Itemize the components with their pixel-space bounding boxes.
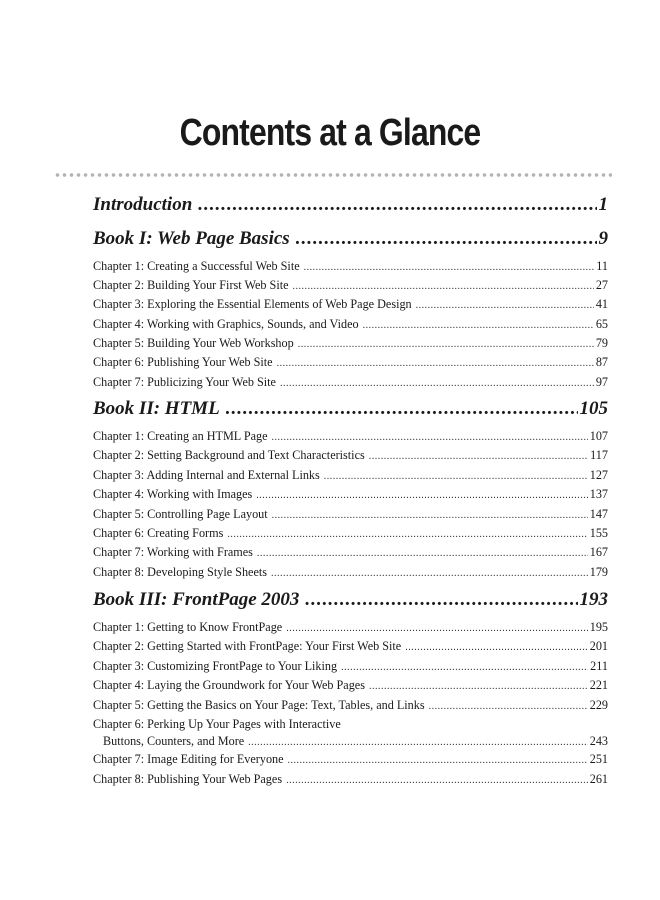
toc-entry-label: Chapter 6: Publishing Your Web Site (93, 355, 273, 369)
toc-entry-label: Introduction (93, 194, 193, 215)
toc-page-number: 27 (595, 278, 608, 292)
toc-entry-label: Chapter 1: Getting to Know FrontPage (93, 620, 283, 634)
toc-chapter-entry (93, 507, 608, 522)
toc-chapter-entry (93, 487, 608, 502)
dot-leader (286, 775, 588, 786)
toc-book-entry (93, 194, 608, 216)
dot-leader (305, 589, 577, 611)
toc-chapter-entry (93, 375, 608, 390)
toc-entry-label: Chapter 6: Perking Up Your Pages with Interactive (93, 717, 341, 731)
toc-chapter-entry (93, 565, 608, 580)
toc-chapter-entry (93, 659, 608, 674)
toc-entry-label: Chapter 3: Customizing FrontPage to Your Liking (93, 659, 338, 673)
dot-leader (341, 662, 588, 673)
toc-page-number: 87 (595, 355, 608, 369)
toc-chapter-entry (93, 526, 608, 541)
toc-chapter-entry (93, 336, 608, 351)
toc-chapter-entry (93, 752, 608, 767)
toc-chapter-entry (93, 717, 608, 732)
dot-leader (405, 642, 588, 653)
toc-page-number: 11 (596, 259, 608, 273)
toc-page-number: 243 (589, 734, 608, 748)
toc-book-entry (93, 589, 608, 611)
toc-entry-label: Chapter 1: Creating an HTML Page (93, 429, 268, 443)
toc-page-number: 195 (589, 620, 608, 634)
toc-chapter-entry (93, 734, 608, 749)
toc-entry-label: Chapter 4: Laying the Groundwork for Your Web Pages (93, 678, 365, 692)
dot-leader (286, 623, 587, 634)
toc-chapter-entry (93, 698, 608, 713)
toc-entry-label: Chapter 3: Adding Internal and External Links (93, 468, 320, 482)
toc-page-number: 117 (590, 448, 608, 462)
dot-leader (363, 320, 594, 331)
toc-page-number: 105 (579, 398, 608, 419)
toc-chapter-entry (93, 468, 608, 483)
toc-page-number: 221 (589, 678, 608, 692)
toc-chapter-entry (93, 259, 608, 274)
toc-chapter-entry (93, 545, 608, 560)
toc-chapter-entry (93, 620, 608, 635)
toc-page-number: 41 (595, 297, 608, 311)
dotted-divider (54, 172, 612, 178)
toc-chapter-entry (93, 678, 608, 693)
dot-leader (248, 737, 588, 748)
toc-chapter-entry (93, 448, 608, 463)
toc-page-number: 127 (589, 468, 608, 482)
toc-chapter-entry (93, 297, 608, 312)
dot-leader (416, 300, 594, 311)
dot-leader (296, 228, 597, 250)
toc-chapter-entry (93, 278, 608, 293)
toc-entry-label: Chapter 3: Exploring the Essential Elements of Web Page Design (93, 297, 412, 311)
toc-page-number: 261 (589, 772, 608, 786)
dot-leader (304, 262, 595, 273)
toc-entry-label: Book II: HTML (93, 398, 220, 419)
dot-leader (198, 194, 596, 216)
dot-leader (257, 548, 588, 559)
toc-chapter-entry (93, 355, 608, 370)
dot-leader (288, 755, 588, 766)
toc-page-number: 179 (589, 565, 608, 579)
dot-leader (272, 510, 588, 521)
toc-entry-label: Chapter 5: Getting the Basics on Your Page: Text, Tables, and Links (93, 698, 425, 712)
dot-leader (271, 568, 588, 579)
dot-leader (293, 281, 594, 292)
toc-page-number: 107 (589, 429, 608, 443)
dot-leader (272, 432, 588, 443)
dot-leader (256, 490, 587, 501)
toc-entry-label: Chapter 4: Working with Graphics, Sounds, and Video (93, 317, 359, 331)
toc-entry-label: Chapter 2: Building Your First Web Site (93, 278, 289, 292)
dot-leader (298, 339, 594, 350)
toc-page-number: 65 (595, 317, 608, 331)
toc-page-number: 79 (595, 336, 608, 350)
toc-page-number: 155 (589, 526, 608, 540)
toc-chapter-entry (93, 772, 608, 787)
toc-entry-label: Chapter 7: Working with Frames (93, 545, 253, 559)
dot-leader (369, 451, 588, 462)
toc-page-number: 167 (589, 545, 608, 559)
dot-leader (280, 378, 594, 389)
dot-leader (226, 398, 578, 420)
dot-leader (227, 529, 587, 540)
toc-book-entry (93, 398, 608, 420)
toc-entry-label: Book III: FrontPage 2003 (93, 589, 300, 610)
toc-entry-label: Chapter 7: Image Editing for Everyone (93, 752, 284, 766)
toc-chapter-entry (93, 639, 608, 654)
toc-page-number: 211 (590, 659, 608, 673)
toc-page-number: 1 (598, 194, 608, 215)
toc-page-number: 193 (579, 589, 608, 610)
dot-leader (369, 681, 588, 692)
toc-entry-label: Chapter 1: Creating a Successful Web Site (93, 259, 300, 273)
dot-leader (429, 701, 588, 712)
toc-book-entry (93, 228, 608, 250)
toc-page-number: 147 (589, 507, 608, 521)
toc-entry-label: Chapter 2: Getting Started with FrontPage: Your First Web Site (93, 639, 402, 653)
toc-entry-label: Chapter 6: Creating Forms (93, 526, 224, 540)
toc-entry-label: Chapter 5: Controlling Page Layout (93, 507, 268, 521)
toc-entry-label-continued: Buttons, Counters, and More (103, 734, 245, 748)
toc-entry-label: Chapter 5: Building Your Web Workshop (93, 336, 294, 350)
toc-entry-label: Chapter 4: Working with Images (93, 487, 253, 501)
page-title: Contents at a Glance (179, 112, 481, 154)
toc-entry-label: Chapter 2: Setting Background and Text Characteristics (93, 448, 365, 462)
toc-page-number: 97 (595, 375, 608, 389)
toc-page-number: 201 (589, 639, 608, 653)
toc-chapter-entry (93, 429, 608, 444)
toc-entry-label: Book I: Web Page Basics (93, 228, 290, 249)
toc-chapter-entry (93, 317, 608, 332)
toc-entry-label: Chapter 8: Publishing Your Web Pages (93, 772, 283, 786)
dot-leader (277, 358, 594, 369)
dot-leader (324, 471, 588, 482)
toc-page-number: 137 (589, 487, 608, 501)
toc-page-number: 251 (589, 752, 608, 766)
toc-entry-label: Chapter 7: Publicizing Your Web Site (93, 375, 276, 389)
toc-page-number: 9 (598, 228, 608, 249)
toc-page-number: 229 (589, 698, 608, 712)
toc-entry-label: Chapter 8: Developing Style Sheets (93, 565, 267, 579)
